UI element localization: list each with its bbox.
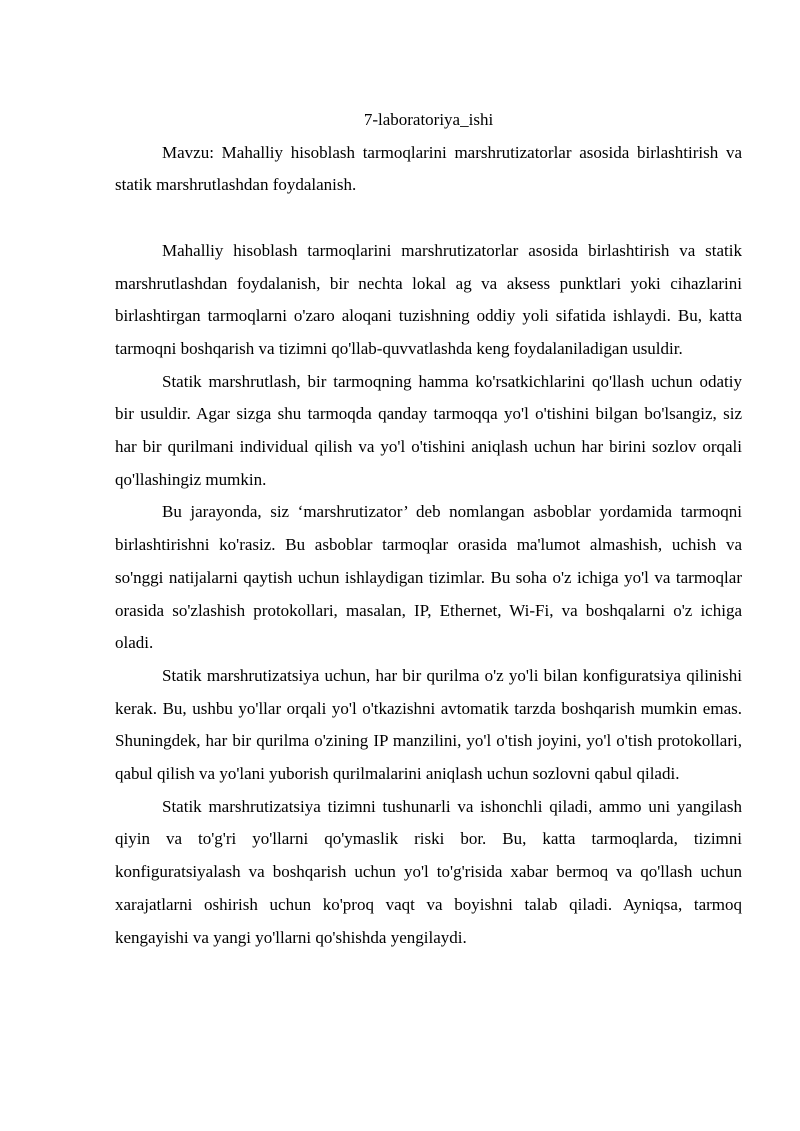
paragraph-4: Statik marshrutizatsiya uchun, har bir qurilma o'z yo'li bilan konfiguratsiya qilinishi kerak. Bu, ushbu yo'llar orqali yo'l o'tkazishni avtomatik tarzda boshqarish mumkin emas. Shuningdek, har bir qurilma o'zining IP manzilini, yo'l o'tish joyini, yo'l o'tish protokollari, qabul qilish va yo'lani yuborish qurilmalarini aniqlash uchun sozlovni qabul qiladi. xyxy=(115,665,742,784)
paragraph-spacer xyxy=(115,202,742,235)
document-title: 7-laboratoriya_ishi xyxy=(363,110,494,129)
paragraph-2: Statik marshrutlash, bir tarmoqning hamma ko'rsatkichlarini qo'llash uchun odatiy bir usuldir. Agar sizga shu tarmoqda qanday tarmoqqa yo'l o'tishini bilgan bo'lsangiz, siz har bir qurilmani individual qilish va yo'l o'tishini aniqlash uchun har birini sozlov orqali qo'llashingiz mumkin. xyxy=(115,371,742,489)
paragraph-3: Bu jarayonda, siz ‘marshrutizator’ deb nomlangan asboblar yordamida tarmoqni birlashtirishni ko'rasiz. Bu asboblar tarmoqlar orasida ma'lumot almashish, uchish va so'nggi natijalarni qaytish uchun ishlaydigan tizimlar. Bu soha o'z ichiga yo'l va tarmoqlar orasida so'zlashish protokollari, masalan, IP, Ethernet, Wi-Fi, va boshqalarni o'z ichiga oladi. xyxy=(115,502,742,653)
paragraph-1: Mahalliy hisoblash tarmoqlarini marshrutizatorlar asosida birlashtirish va statik marshrutlashdan foydalanish, bir nechta lokal ag va aksess punktlari yoki cihazlarini birlashtirgan tarmoqlarni o'zaro aloqani tuzishning oddiy yoli sifatida ishlaydi. Bu, katta tarmoqni boshqarish va tizimni qo'llab-quvvatlashda keng foydalaniladigan usuldir. xyxy=(115,240,742,358)
document-topic: Mavzu: Mahalliy hisoblash tarmoqlarini marshrutizatorlar asosida birlashtirish va statik marshrutlashdan foydalanish. xyxy=(115,142,742,195)
paragraph-5: Statik marshrutizatsiya tizimni tushunarli va ishonchli qiladi, ammo uni yangilash qiyin va to'g'ri yo'llarni qo'ymaslik riski bor. Bu, katta tarmoqlarda, tizimni konfiguratsiyalash va boshqarish uchun yo'l to'g'risida xabar bermoq va qo'llash uchun xarajatlarni oshirish uchun ko'proq vaqt va boyishni talab qiladi. Ayniqsa, tarmoq kengayishi va yangi yo'llarni qo'shishda yengilaydi. xyxy=(115,796,742,947)
document-body xyxy=(115,104,742,954)
